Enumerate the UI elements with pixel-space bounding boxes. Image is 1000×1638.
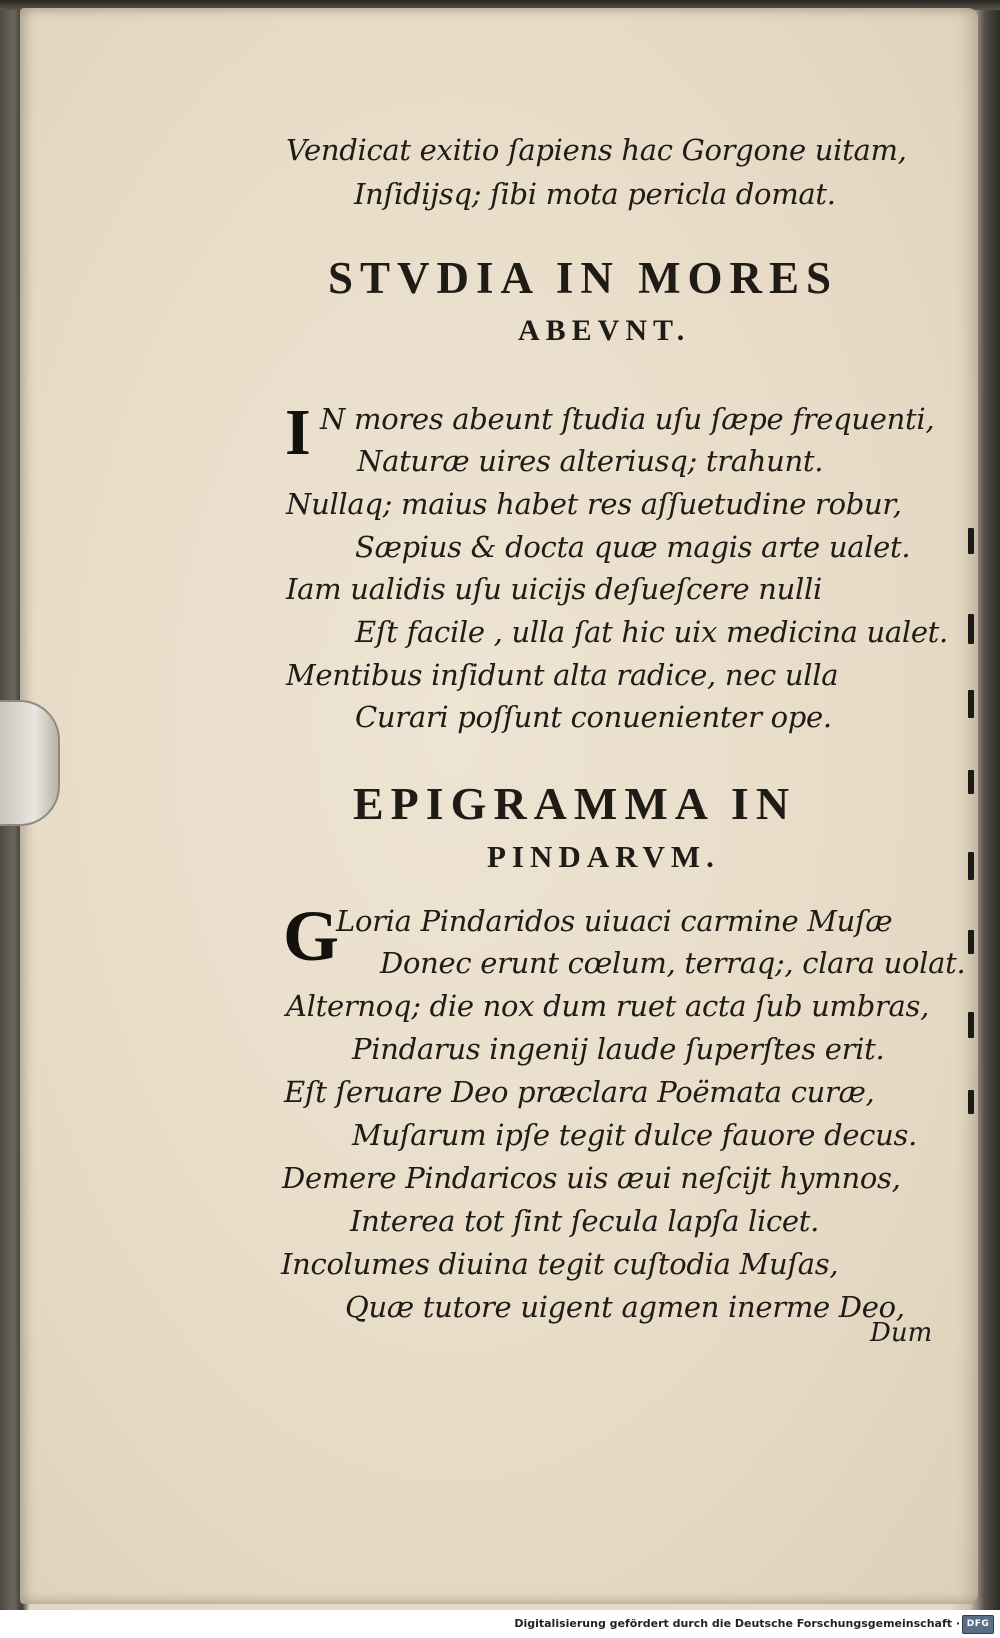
verse-line: Donec erunt cœlum, terraq;, clara uolat. xyxy=(380,946,966,980)
verse-line: Vendicat exitio ſapiens hac Gorgone uitam, xyxy=(286,133,907,167)
section-title: STVDIA IN MORES xyxy=(328,253,839,303)
verse-line: Loria Pindaridos uiuaci carmine Muſæ xyxy=(336,904,893,938)
verse-line: Incolumes diuina tegit cuſtodia Muſas, xyxy=(281,1247,839,1281)
section-title: EPIGRAMMA IN xyxy=(353,778,797,829)
section-title: PINDARVM. xyxy=(487,839,720,874)
verse-line: Mentibus inſidunt alta radice, nec ulla xyxy=(286,658,839,692)
drop-capital: I xyxy=(285,396,311,469)
verse-line: Demere Pindaricos uis æui neſcijt hymnos, xyxy=(282,1161,901,1195)
verse-line: Eſt ſeruare Deo præclara Poëmata curæ, xyxy=(284,1075,875,1109)
verse-line: Muſarum ipſe tegit dulce fauore decus. xyxy=(352,1118,918,1152)
catchword: Dum xyxy=(870,1318,933,1348)
verse-line: Interea tot ſint ſecula lapſa licet. xyxy=(350,1204,820,1238)
verse-line: Alternoq; die nox dum ruet acta ſub umbras, xyxy=(286,989,930,1023)
dfg-logo: DFG xyxy=(962,1615,994,1634)
verse-line: Pindarus ingenij laude ſuperſtes erit. xyxy=(352,1032,885,1066)
verse-line: Iam ualidis uſu uicijs deſueſcere nulli xyxy=(286,572,822,606)
verse-line: Eſt facile , ulla ſat hic uix medicina ualet. xyxy=(355,615,948,649)
verse-line: Naturæ uires alteriusq; trahunt. xyxy=(357,444,824,478)
verse-line: Sæpius & docta quæ magis arte ualet. xyxy=(355,530,911,564)
section-title: ABEVNT. xyxy=(518,314,691,347)
verse-line: Nullaq; maius habet res aſſuetudine robur, xyxy=(286,487,902,521)
funding-credit: Digitalisierung gefördert durch die Deutsche Forschungsgemeinschaft · xyxy=(514,1617,960,1630)
drop-capital: G xyxy=(283,896,340,976)
verse-line: N mores abeunt ſtudia uſu ſæpe frequenti, xyxy=(320,402,935,436)
verse-line: Curari poſſunt conuenienter ope. xyxy=(355,700,832,734)
verse-line: Quæ tutore uigent agmen inerme Deo, xyxy=(345,1290,905,1324)
verse-line: Inſidijsq; ſibi mota pericla domat. xyxy=(354,177,836,211)
footer-bar xyxy=(0,1610,1000,1638)
